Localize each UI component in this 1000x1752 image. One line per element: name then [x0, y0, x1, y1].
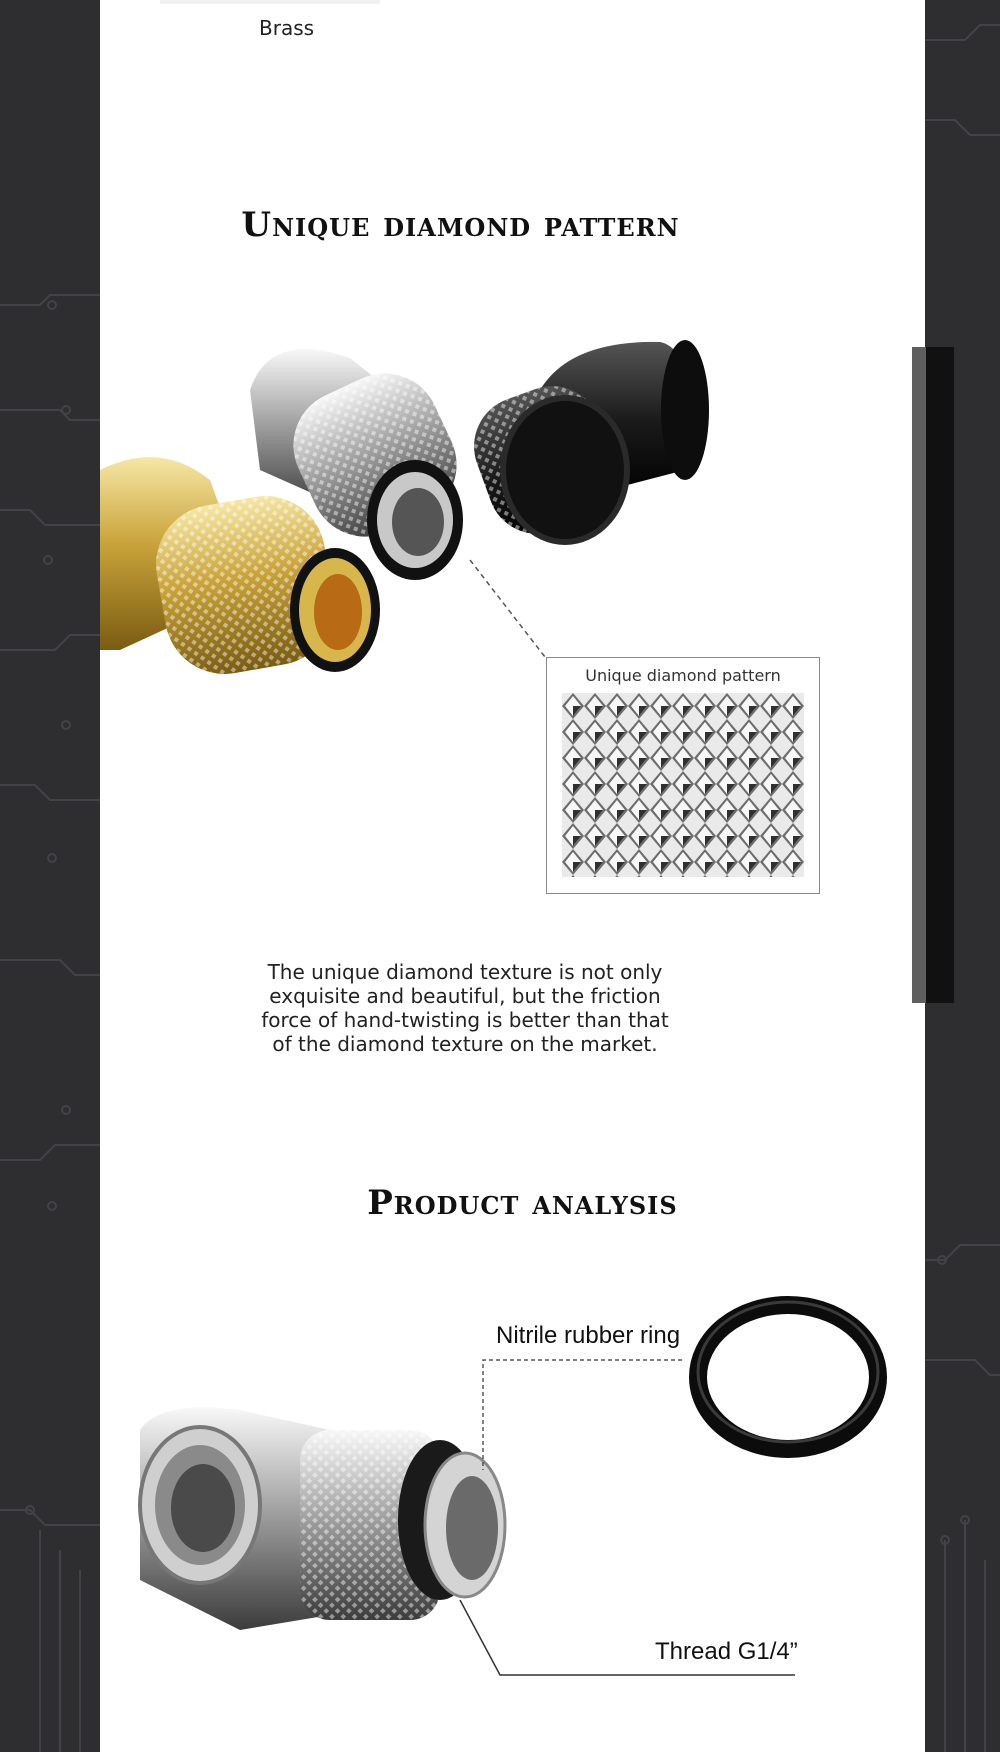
section-title-pattern: Unique diamond pattern [241, 205, 680, 245]
left-decor-panel [0, 0, 100, 1752]
product-detail-panel [100, 0, 925, 1752]
divider [160, 0, 380, 4]
texture-inset [546, 657, 820, 894]
inset-label: Unique diamond pattern [585, 666, 781, 685]
scrollbar-thumb[interactable] [912, 347, 954, 1003]
pattern-description: The unique diamond texture is not only exquisite and beautiful, but the friction force of hand-twisting is better than that of the diamond texture on the market. [261, 960, 669, 1056]
analysis-photo [100, 1280, 925, 1752]
callout-rubber-ring: Nitrile rubber ring [496, 1322, 681, 1349]
rubber-o-ring-icon [698, 1302, 878, 1449]
diamond-texture-icon [562, 693, 804, 877]
black-fitting-icon [460, 340, 709, 548]
material-label: Brass [259, 16, 315, 40]
chrome-elbow-fitting-icon [140, 1408, 505, 1631]
section-title-analysis: Product analysis [367, 1183, 678, 1223]
circuit-pattern-icon [0, 0, 100, 1752]
fittings-photo [100, 330, 925, 710]
callout-thread: Thread G1/4” [655, 1638, 798, 1665]
scrollbar-thumb-highlight [912, 347, 926, 1003]
